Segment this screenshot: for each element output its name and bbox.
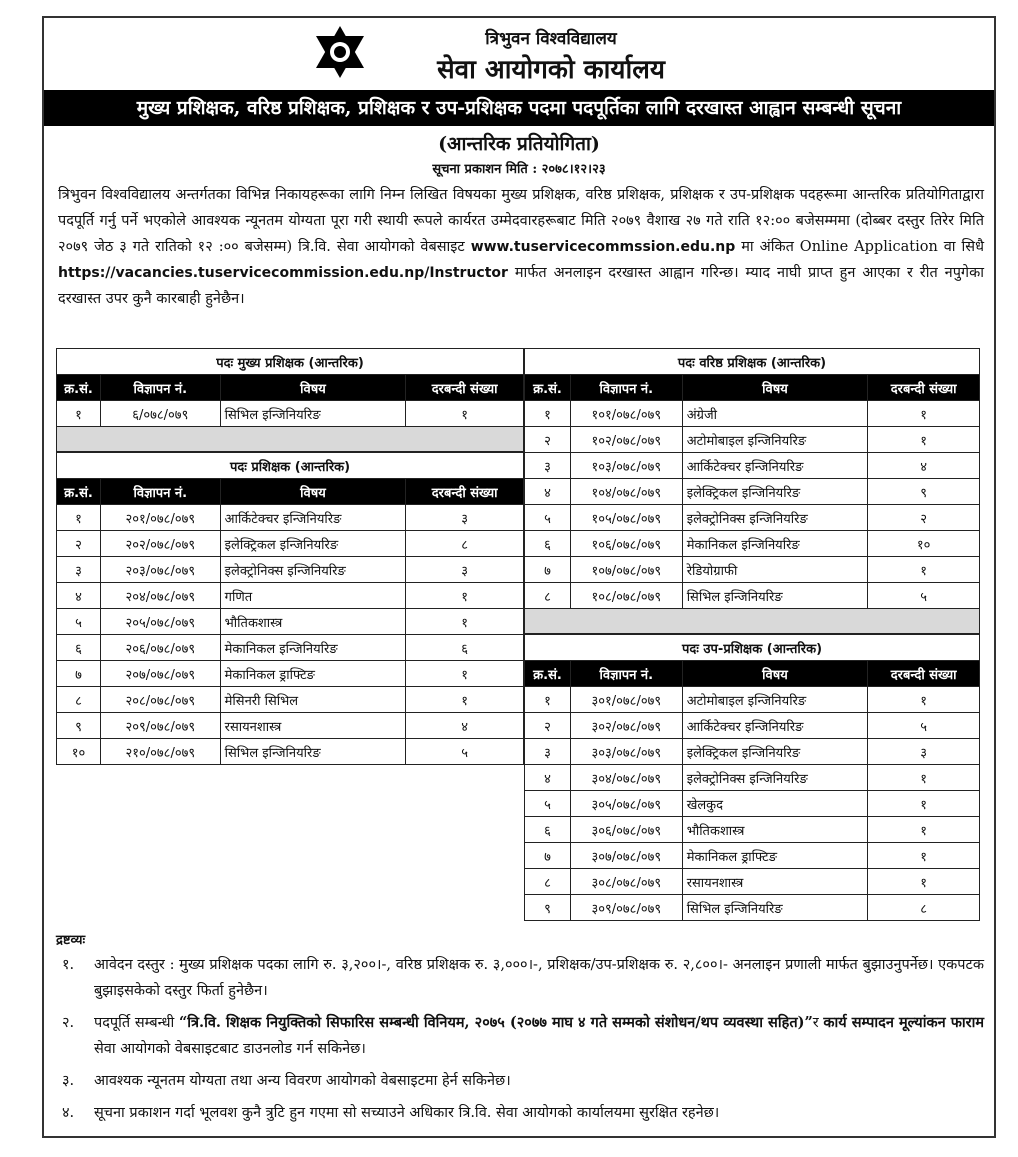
intro-text-1: त्रिभुवन विश्वविद्यालय अन्तर्गतका विभिन्न निकायहरूका लागि निम्न लिखित विषयका मुख्य प्रशिक्षक, वरिष्ठ प्रशिक्षक, प्रशिक्षक र उप-प्रशिक्षक पदहरूमा आन्तरिक प्रतियोगिताद्वारा पदपूर्ति गर्नु पर्ने भएकोले आवश्यक न्यूनतम योग्यता पूरा गरी स्थायी रूपले कार्यरत उम्मेदवारहरूबाट मिति २०७९ वैशाख २७ गते राति १२:०० बजेसम्ममा (दोब्बर दस्तुर तिरेर मिति २०७९ जेठ ३ गते रातिको १२ :०० बजेसम्म) त्रि.वि. सेवा आयोगको वेबसाइट xyxy=(58,187,984,255)
table-row xyxy=(525,817,980,843)
row-subject: आर्किटेक्चर इन्जिनियरिङ xyxy=(682,713,868,739)
table-row xyxy=(525,401,980,427)
row-sn: २ xyxy=(525,713,571,739)
row-sn: ८ xyxy=(525,869,571,895)
row-ad-no: ६/०७८/०७९ xyxy=(100,401,220,427)
row-ad-no: २०६/०७८/०७९ xyxy=(100,635,220,661)
row-subject: अंग्रेजी xyxy=(682,401,868,427)
row-ad-no: २०८/०७८/०७९ xyxy=(100,687,220,713)
row-positions: ९ xyxy=(868,479,980,505)
row-sn: ३ xyxy=(57,557,101,583)
row-ad-no: २०५/०७८/०७९ xyxy=(100,609,220,635)
row-subject: इलेक्ट्रिकल इन्जिनियरिङ xyxy=(682,739,868,765)
table-row xyxy=(57,401,524,427)
col-ad-no: विज्ञापन नं. xyxy=(100,375,220,401)
table-row xyxy=(525,427,980,453)
row-sn: ९ xyxy=(57,713,101,739)
row-ad-no: १०३/०७८/०७९ xyxy=(570,453,682,479)
row-sn: ९ xyxy=(525,895,571,921)
row-ad-no: २१०/०७८/०७९ xyxy=(100,739,220,765)
row-sn: १ xyxy=(57,505,101,531)
row-ad-no: २०४/०७८/०७९ xyxy=(100,583,220,609)
office-name: सेवा आयोगको कार्यालय xyxy=(437,55,665,85)
row-sn: ५ xyxy=(525,791,571,817)
note-number: ३. xyxy=(62,1073,75,1089)
note-number: १. xyxy=(62,957,75,973)
vacancy-link[interactable]: https://vacancies.tuservicecommission.edu.np/Instructor xyxy=(58,265,508,281)
table-row xyxy=(525,713,980,739)
row-ad-no: २०२/०७८/०७९ xyxy=(100,531,220,557)
row-ad-no: १०७/०७८/०७९ xyxy=(570,557,682,583)
row-positions: १ xyxy=(406,661,524,687)
col-subject: विषय xyxy=(682,661,868,687)
row-ad-no: ३०१/०७८/०७९ xyxy=(570,687,682,713)
row-ad-no: १०८/०७८/०७९ xyxy=(570,583,682,609)
table-row xyxy=(57,739,524,765)
row-subject: मेकानिकल ड्राफ्टिङ xyxy=(682,843,868,869)
row-ad-no: ३०७/०७८/०७९ xyxy=(570,843,682,869)
row-subject: सिभिल इन्जिनियरिङ xyxy=(682,583,868,609)
row-ad-no: १०६/०७८/०७९ xyxy=(570,531,682,557)
note-text: आवेदन दस्तुर : मुख्य प्रशिक्षक पदका लागि रु. ३,२००।-, वरिष्ठ प्रशिक्षक रु. ३,०००।-, प्रशिक्षक/उप-प्रशिक्षक रु. २,८००।- अनलाइन प्रणाली मार्फत बुझाउनुपर्नेछ। एकपटक बुझाइसकेको दस्तुर फिर्ता हुनेछैन। xyxy=(94,957,984,999)
separator-row xyxy=(56,426,524,452)
col-subject: विषय xyxy=(220,479,406,505)
row-ad-no: १०५/०७८/०७९ xyxy=(570,505,682,531)
row-ad-no: ३०८/०७८/०७९ xyxy=(570,869,682,895)
row-subject: आर्किटेक्चर इन्जिनियरिङ xyxy=(682,453,868,479)
note-text: सूचना प्रकाशन गर्दा भूलवश कुनै त्रुटि हुन गएमा सो सच्याउने अधिकार त्रि.वि. सेवा आयोगको कार्यालयमा सुरक्षित रहनेछ। xyxy=(94,1105,720,1121)
row-positions: १ xyxy=(868,427,980,453)
row-positions: ५ xyxy=(406,739,524,765)
row-subject: सिभिल इन्जिनियरिङ xyxy=(220,739,406,765)
row-positions: ३ xyxy=(406,505,524,531)
col-sn: क्र.सं. xyxy=(57,479,101,505)
row-subject: अटोमोबाइल इन्जिनियरिङ xyxy=(682,687,868,713)
col-sn: क्र.सं. xyxy=(57,375,101,401)
row-positions: १ xyxy=(868,791,980,817)
separator-row xyxy=(524,608,980,634)
notes-title: द्रष्टव्यः xyxy=(56,933,86,948)
notice-subtitle: (आन्तरिक प्रतियोगिता) xyxy=(438,133,600,155)
table-row xyxy=(525,479,980,505)
table-row xyxy=(525,687,980,713)
table-row xyxy=(57,583,524,609)
row-subject: आर्किटेक्चर इन्जिनियरिङ xyxy=(220,505,406,531)
col-ad-no: विज्ञापन नं. xyxy=(570,375,682,401)
note-text-post: सेवा आयोगको वेबसाइटबाट डाउनलोड गर्न सकिनेछ। xyxy=(94,1041,366,1057)
row-positions: १ xyxy=(868,843,980,869)
intro-text-2: मा अंकित Online Application वा सिधै xyxy=(735,239,984,255)
row-sn: ७ xyxy=(57,661,101,687)
row-sn: ४ xyxy=(525,765,571,791)
evaluation-form-title: कार्य सम्पादन मूल्यांकन फाराम xyxy=(823,1014,984,1031)
row-positions: १ xyxy=(868,557,980,583)
row-sn: ३ xyxy=(525,453,571,479)
table-row xyxy=(525,453,980,479)
row-subject: भौतिकशास्त्र xyxy=(220,609,406,635)
row-positions: ४ xyxy=(406,713,524,739)
row-sn: १ xyxy=(57,401,101,427)
intro-paragraph xyxy=(58,182,984,312)
row-positions: १ xyxy=(868,401,980,427)
deputy-instructor-table xyxy=(524,634,980,921)
instructor-table xyxy=(56,452,524,765)
row-subject: मेसिनरी सिभिल xyxy=(220,687,406,713)
col-subject: विषय xyxy=(682,375,868,401)
row-subject: अटोमोबाइल इन्जिनियरिङ xyxy=(682,427,868,453)
table-row xyxy=(525,739,980,765)
row-positions: १ xyxy=(868,817,980,843)
table-row xyxy=(57,531,524,557)
table-row xyxy=(57,505,524,531)
table-caption: पदः मुख्य प्रशिक्षक (आन्तरिक) xyxy=(57,349,524,375)
col-positions: दरबन्दी संख्या xyxy=(406,479,524,505)
note-number: ४. xyxy=(62,1105,75,1121)
note-item xyxy=(56,1010,984,1062)
row-positions: ३ xyxy=(868,739,980,765)
note-text: आवश्यक न्यूनतम योग्यता तथा अन्य विवरण आयोगको वेबसाइटमा हेर्न सकिनेछ। xyxy=(94,1073,511,1089)
row-sn: २ xyxy=(57,531,101,557)
row-ad-no: ३०४/०७८/०७९ xyxy=(570,765,682,791)
row-positions: १ xyxy=(406,583,524,609)
regulation-title: “त्रि.वि. शिक्षक नियुक्तिको सिफारिस सम्बन्धी विनियम, २०७५ (२०७७ माघ ४ गते सम्मको संशोधन/थप व्यवस्था सहित)” xyxy=(178,1014,813,1031)
table-row xyxy=(57,635,524,661)
table-row xyxy=(57,661,524,687)
note-number: २. xyxy=(62,1015,75,1031)
row-subject: मेकानिकल इन्जिनियरिङ xyxy=(220,635,406,661)
row-sn: ६ xyxy=(57,635,101,661)
row-sn: १ xyxy=(525,687,571,713)
table-row xyxy=(525,557,980,583)
row-ad-no: १०२/०७८/०७९ xyxy=(570,427,682,453)
row-subject: मेकानिकल इन्जिनियरिङ xyxy=(682,531,868,557)
row-ad-no: ३०९/०७८/०७९ xyxy=(570,895,682,921)
row-positions: १ xyxy=(406,401,524,427)
row-ad-no: २०१/०७८/०७९ xyxy=(100,505,220,531)
row-ad-no: २०९/०७८/०७९ xyxy=(100,713,220,739)
col-sn: क्र.सं. xyxy=(525,375,571,401)
row-positions: १० xyxy=(868,531,980,557)
row-sn: १० xyxy=(57,739,101,765)
row-sn: ४ xyxy=(57,583,101,609)
table-row xyxy=(525,505,980,531)
row-positions: १ xyxy=(868,765,980,791)
table-caption: पदः उप-प्रशिक्षक (आन्तरिक) xyxy=(525,635,980,661)
row-subject: सिभिल इन्जिनियरिङ xyxy=(682,895,868,921)
notes-list xyxy=(56,952,984,1132)
row-positions: १ xyxy=(406,687,524,713)
col-ad-no: विज्ञापन नं. xyxy=(570,661,682,687)
row-subject: गणित xyxy=(220,583,406,609)
table-row xyxy=(57,557,524,583)
row-subject: खेलकुद xyxy=(682,791,868,817)
chief-instructor-table xyxy=(56,348,524,427)
row-ad-no: ३०३/०७८/०७९ xyxy=(570,739,682,765)
table-row xyxy=(525,531,980,557)
row-subject: इलेक्ट्रोनिक्स इन्जिनियरिङ xyxy=(220,557,406,583)
col-subject: विषय xyxy=(220,375,406,401)
row-sn: १ xyxy=(525,401,571,427)
row-sn: ८ xyxy=(525,583,571,609)
row-sn: ७ xyxy=(525,557,571,583)
row-subject: इलेक्ट्रोनिक्स इन्जिनियरिङ xyxy=(682,765,868,791)
table-caption: पदः प्रशिक्षक (आन्तरिक) xyxy=(57,453,524,479)
note-item xyxy=(56,1068,984,1094)
col-sn: क्र.सं. xyxy=(525,661,571,687)
notice-frame xyxy=(42,16,996,1138)
table-row xyxy=(57,609,524,635)
table-row xyxy=(525,765,980,791)
row-positions: १ xyxy=(868,869,980,895)
row-sn: ७ xyxy=(525,843,571,869)
row-subject: इलेक्ट्रिकल इन्जिनियरिङ xyxy=(682,479,868,505)
note-text xyxy=(94,1010,984,1062)
row-subject: रसायनशास्त्र xyxy=(682,869,868,895)
row-sn: ५ xyxy=(57,609,101,635)
table-row xyxy=(57,713,524,739)
col-positions: दरबन्दी संख्या xyxy=(406,375,524,401)
row-sn: ३ xyxy=(525,739,571,765)
row-positions: ८ xyxy=(868,895,980,921)
row-positions: १ xyxy=(406,609,524,635)
table-caption: पदः वरिष्ठ प्रशिक्षक (आन्तरिक) xyxy=(525,349,980,375)
row-subject: इलेक्ट्रिकल इन्जिनियरिङ xyxy=(220,531,406,557)
row-positions: २ xyxy=(868,505,980,531)
row-positions: ५ xyxy=(868,583,980,609)
col-ad-no: विज्ञापन नं. xyxy=(100,479,220,505)
note-item xyxy=(56,952,984,1004)
note-item xyxy=(56,1100,984,1126)
row-sn: ६ xyxy=(525,531,571,557)
row-positions: ८ xyxy=(406,531,524,557)
row-subject: मेकानिकल ड्राफ्टिङ xyxy=(220,661,406,687)
row-sn: ४ xyxy=(525,479,571,505)
website-link[interactable]: www.tuservicecommssion.edu.np xyxy=(470,239,736,255)
row-positions: ५ xyxy=(868,713,980,739)
row-positions: ६ xyxy=(406,635,524,661)
row-subject: रेडियोग्राफी xyxy=(682,557,868,583)
row-ad-no: ३०६/०७८/०७९ xyxy=(570,817,682,843)
table-row xyxy=(525,869,980,895)
university-name: त्रिभुवन विश्वविद्यालय xyxy=(485,29,617,49)
note-text-mid: र xyxy=(812,1015,824,1031)
col-positions: दरबन्दी संख्या xyxy=(868,661,980,687)
row-sn: २ xyxy=(525,427,571,453)
table-row xyxy=(525,895,980,921)
row-subject: रसायनशास्त्र xyxy=(220,713,406,739)
row-subject: इलेक्ट्रोनिक्स इन्जिनियरिङ xyxy=(682,505,868,531)
row-positions: १ xyxy=(868,687,980,713)
row-sn: ५ xyxy=(525,505,571,531)
row-sn: ८ xyxy=(57,687,101,713)
publish-date: सूचना प्रकाशन मिति : २०७८।१२।२३ xyxy=(432,162,606,177)
row-ad-no: १०१/०७८/०७९ xyxy=(570,401,682,427)
row-ad-no: १०४/०७८/०७९ xyxy=(570,479,682,505)
table-row xyxy=(525,791,980,817)
row-ad-no: ३०५/०७८/०७९ xyxy=(570,791,682,817)
note-text-pre: पदपूर्ति सम्बन्धी xyxy=(94,1015,179,1031)
col-positions: दरबन्दी संख्या xyxy=(868,375,980,401)
intro-text-3: मार्फत अनलाइन दरखास्त आह्वान गरिन्छ। म्याद नाघी प्राप्त हुन आएका र रीत नपुगेका दरखास्त उपर कुनै कारबाही हुनेछैन। xyxy=(58,265,984,307)
row-ad-no: ३०२/०७८/०७९ xyxy=(570,713,682,739)
table-row xyxy=(57,687,524,713)
row-ad-no: २०७/०७८/०७९ xyxy=(100,661,220,687)
table-row xyxy=(525,583,980,609)
notice-banner: मुख्य प्रशिक्षक, वरिष्ठ प्रशिक्षक, प्रशिक्षक र उप-प्रशिक्षक पदमा पदपूर्तिका लागि दरखास्त आह्वान सम्बन्धी सूचना xyxy=(44,90,994,126)
table-row xyxy=(525,843,980,869)
row-positions: ४ xyxy=(868,453,980,479)
row-sn: ६ xyxy=(525,817,571,843)
senior-instructor-table xyxy=(524,348,980,609)
row-subject: भौतिकशास्त्र xyxy=(682,817,868,843)
row-subject: सिभिल इन्जिनियरिङ xyxy=(220,401,406,427)
row-positions: ३ xyxy=(406,557,524,583)
row-ad-no: २०३/०७८/०७९ xyxy=(100,557,220,583)
